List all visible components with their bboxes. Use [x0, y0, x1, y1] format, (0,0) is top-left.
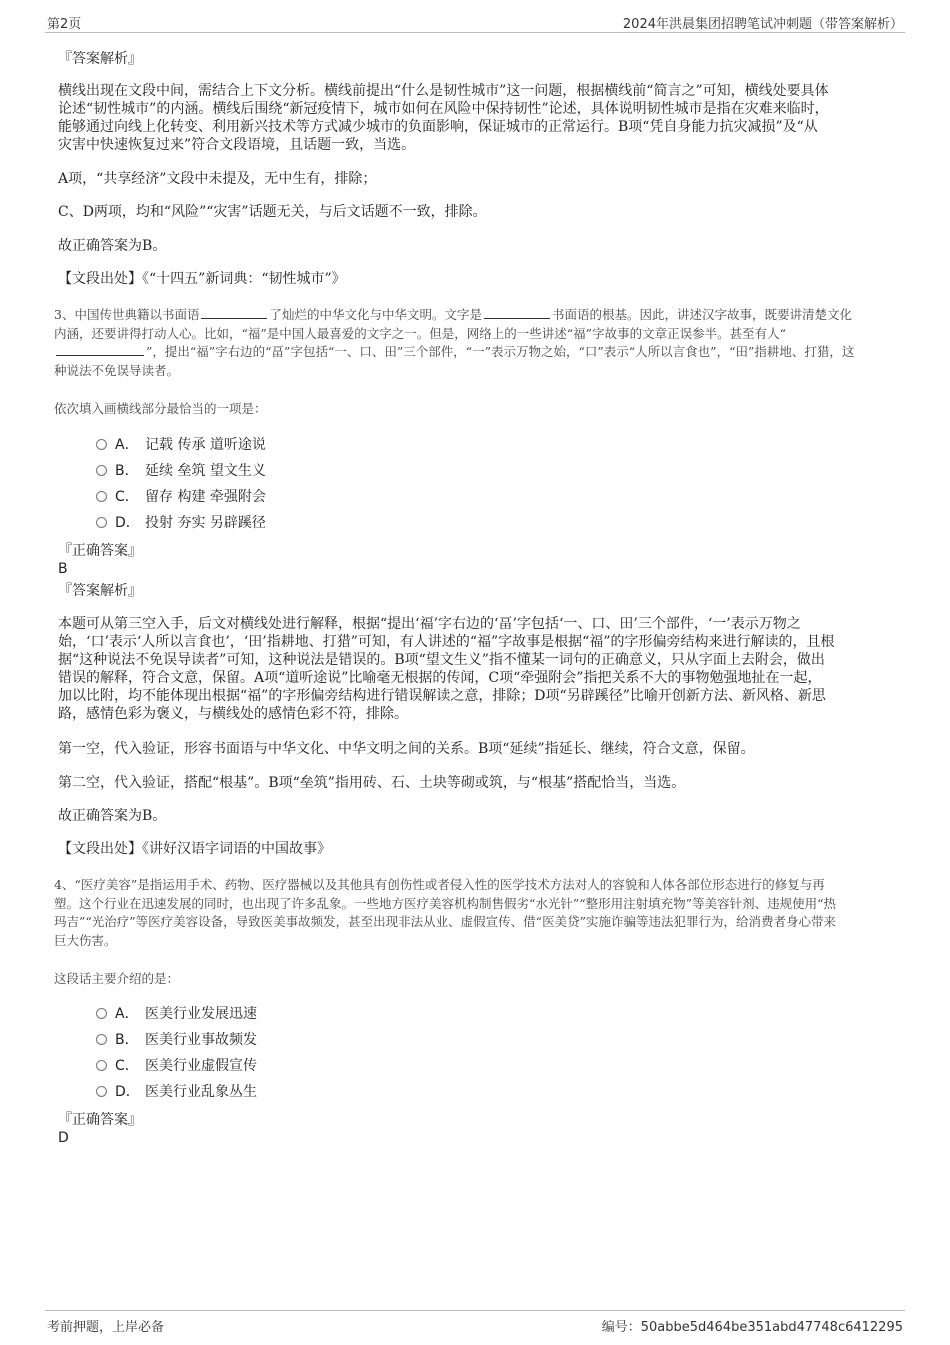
radio-icon[interactable] — [96, 1008, 107, 1019]
q3-correct-label: 『正确答案』 — [58, 543, 142, 559]
radio-icon[interactable] — [96, 1060, 107, 1071]
footer-motto: 考前押题，上岸必备 — [47, 1320, 165, 1335]
page-header — [45, 10, 905, 33]
q3-analysis-label: 『答案解析』 — [58, 583, 142, 599]
q3-prompt: 依次填入画横线部分最恰当的一项是： — [54, 401, 267, 416]
q3-correct-answer: B — [58, 561, 68, 577]
q3-source: 【文段出处】《讲好汉语字词语的中国故事》 — [58, 841, 331, 857]
text-line: 本题可从第三空入手，后文对横线处进行解释，根据“提出‘福’字右边的‘畐’字包括‘一、口、田’三个部件，‘一’表示万物之 — [58, 616, 801, 632]
q3-analysis-para2: 第一空，代入验证，形容书面语与中华文化、中华文明之间的关系。B项“延续”指延长、继续，符合文意，保留。 — [58, 741, 755, 757]
text-line: 横线出现在文段中间，需结合上下文分析。横线前提出“什么是韧性城市”这一问题，根据横线前“简言之”可知，横线处要具体 — [58, 83, 829, 99]
radio-icon[interactable] — [96, 517, 107, 528]
text-line: 灾害中快速恢复过来”符合文段语境，且话题一致，当选。 — [58, 137, 416, 153]
q3-option-b[interactable]: B． 延续 垒筑 望文生义 — [96, 462, 266, 480]
q2-analysis-para2: A项，“共享经济”文段中未提及，无中生有，排除； — [58, 171, 377, 187]
q3-stem — [54, 306, 897, 380]
text-line: 玛吉”“光治疗”等医疗美容设备，导致医美事故频发，甚至出现非法从业、虚假宣传、借“医美贷”实施诈骗等违法犯罪行为，给消费者身心带来 — [54, 914, 836, 929]
page-number: 第2页 — [47, 17, 82, 32]
q4-option-d[interactable]: D． 医美行业乱象丛生 — [96, 1083, 257, 1101]
radio-icon[interactable] — [96, 1086, 107, 1097]
q3-option-d[interactable]: D． 投射 夯实 另辟蹊径 — [96, 514, 266, 532]
q3-analysis-para1 — [58, 615, 890, 723]
q4-option-b[interactable]: B． 医美行业事故频发 — [96, 1031, 257, 1049]
q3-option-c[interactable]: C． 留存 构建 牵强附会 — [96, 488, 266, 506]
radio-icon[interactable] — [96, 439, 107, 450]
q2-conclusion: 故正确答案为B。 — [58, 238, 167, 254]
document-title: 2024年洪晨集团招聘笔试冲刺题（带答案解析） — [622, 17, 903, 32]
q4-correct-label: 『正确答案』 — [58, 1112, 142, 1128]
text-line: 始，‘口’表示‘人所以言食也’，‘田’指耕地、打猎”可知，有人讲述的“福”字故事是根据“福”的字形偏旁结构来进行解读的，且根 — [58, 634, 835, 650]
q2-analysis-para1 — [58, 82, 890, 154]
q3-analysis-para3: 第二空，代入验证，搭配“根基”。B项“垒筑”指用砖、石、土块等砌或筑，与“根基”搭配恰当，当选。 — [58, 775, 686, 791]
fill-blank-3 — [56, 343, 144, 356]
text-line: ”，提出“福”字右边的“畐”字包括“一、口、田”三个部件，“一”表示万物之始，“口”表示“人所以言食也”，“田”指耕地、打猎，这 — [54, 343, 897, 362]
q3-conclusion: 故正确答案为B。 — [58, 808, 167, 824]
text-line: 种说法不免误导读者。 — [54, 362, 180, 378]
text-line: 塑。这个行业在迅速发展的同时，也出现了许多乱象。一些地方医疗美容机构制售假劣“水光针”“整形用注射填充物”等美容针剂、违规使用“热 — [54, 895, 836, 911]
q4-stem — [54, 876, 897, 950]
fill-blank-1 — [201, 306, 267, 319]
q2-source: 【文段出处】《“十四五”新词典：“韧性城市”》 — [58, 271, 346, 287]
text-line: 论述“韧性城市”的内涵。横线后围绕“新冠疫情下，城市如何在风险中保持韧性”论述，具体说明韧性城市是指在灾难来临时， — [58, 101, 829, 117]
radio-icon[interactable] — [96, 1034, 107, 1045]
q3-option-a[interactable]: A． 记载 传承 道听途说 — [96, 436, 266, 454]
q4-correct-answer: D — [58, 1130, 69, 1146]
text-line: 加以比附，均不能体现出根据“福”的字形偏旁结构进行错误解读之意，排除；D项“另辟蹊径”比喻开创新方法、新风格、新思 — [58, 688, 826, 704]
text-line: 3、中国传世典籍以书面语 了灿烂的中华文化与中华文明。文字是 书面语的根基。因此，讲述汉字故事，既要讲清楚文化 — [54, 307, 852, 322]
text-line: 4、“医疗美容”是指运用手术、药物、医疗器械以及其他具有创伤性或者侵入性的医学技术方法对人的容貌和人体各部位形态进行的修复与再 — [54, 877, 825, 892]
text-line: 路，感情色彩为褒义，与横线处的感情色彩不符，排除。 — [58, 706, 408, 722]
q2-analysis-para3: C、D两项，均和“风险”“灾害”话题无关，与后文话题不一致，排除。 — [58, 204, 487, 220]
q4-option-c[interactable]: C． 医美行业虚假宣传 — [96, 1057, 257, 1075]
text-line: 内涵，还要讲得打动人心。比如，“福”是中国人最喜爱的文字之一。但是，网络上的一些讲述“福”字故事的文章正误参半。甚至有人“ — [54, 325, 786, 341]
radio-icon[interactable] — [96, 491, 107, 502]
radio-icon[interactable] — [96, 465, 107, 476]
text-line: 错误的解释，符合文意，保留。A项“道听途说”比喻毫无根据的传闻，C项“牵强附会”指把关系不大的事物勉强地扯在一起， — [58, 670, 822, 686]
q4-prompt: 这段话主要介绍的是： — [54, 971, 180, 986]
footer-serial: 编号：50abbe5d464be351abd47748c6412295 — [601, 1320, 903, 1335]
q4-option-a[interactable]: A． 医美行业发展迅速 — [96, 1005, 257, 1023]
text-line: 巨大伤害。 — [54, 932, 117, 948]
fill-blank-2 — [484, 306, 550, 319]
text-line: 能够通过向线上化转变、利用新兴技术等方式减少城市的负面影响，保证城市的正常运行。B项“凭自身能力抗灾减损”及“从 — [58, 119, 818, 135]
q2-analysis-label: 『答案解析』 — [58, 51, 142, 67]
page-footer — [45, 1310, 905, 1337]
text-line: 据“这种说法不免误导读者”可知，这种说法是错误的。B项“望文生义”指不懂某一词句的正确意义，只从字面上去附会，做出 — [58, 652, 825, 668]
